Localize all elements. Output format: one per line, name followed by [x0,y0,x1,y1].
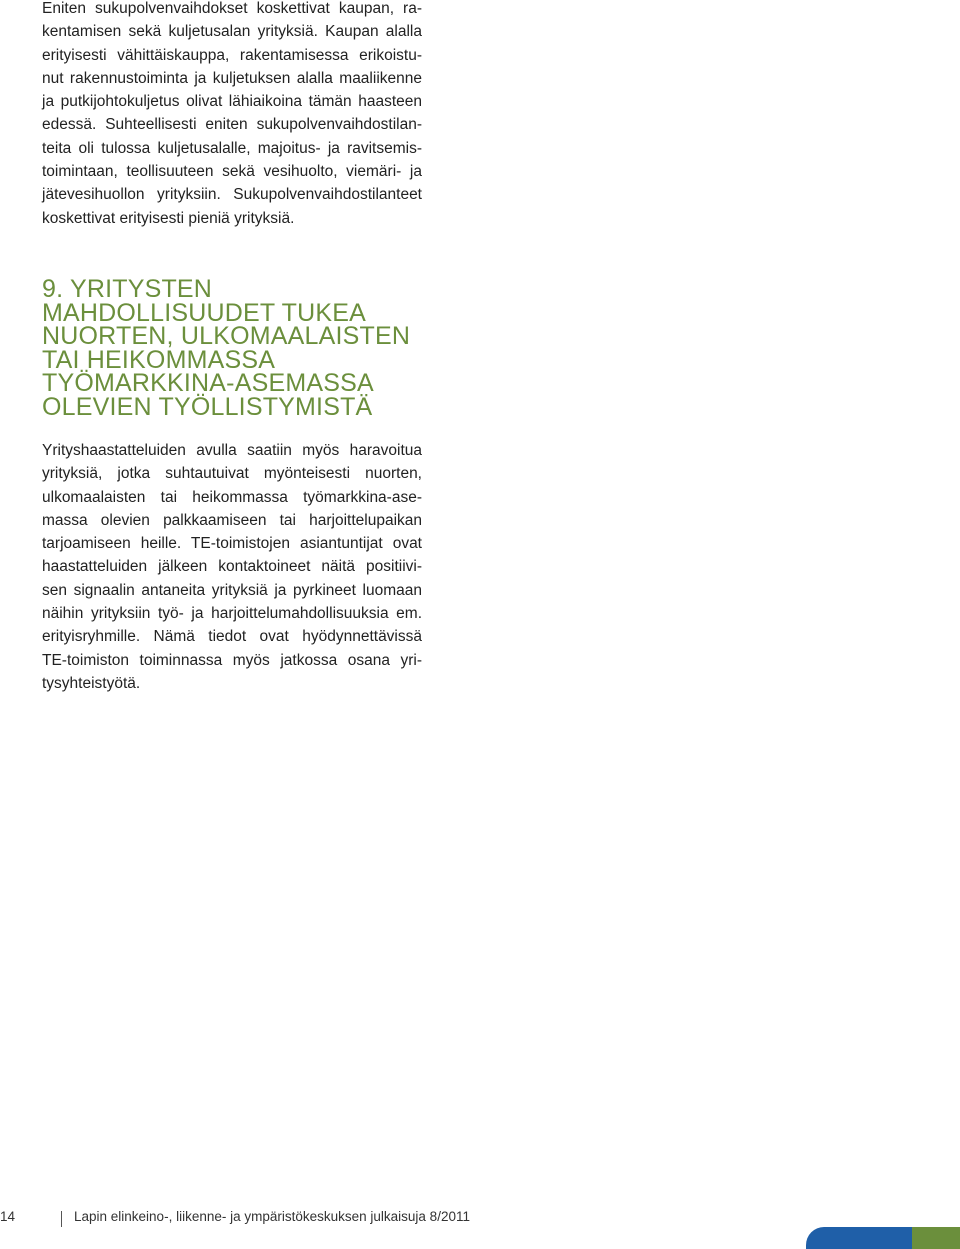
paragraph-line: tarjoamiseen heille. TE-toimistojen asiantuntijat ovat [42,535,422,553]
heading-line: MAHDOLLISUUDET TUKEA [42,298,366,327]
footer-green-band [912,1227,960,1249]
footer-blue-band [806,1227,912,1249]
paragraph-line: haastatteluiden jälkeen kontaktoineet näitä positiivi- [42,558,422,576]
body-paragraph-1 [42,0,422,230]
paragraph-line: sen signaalin antaneita yrityksiä ja pyrkineet luomaan [42,581,422,599]
paragraph-line: Eniten sukupolvenvaihdokset koskettivat kaupan, ra- [42,0,422,17]
heading-line: NUORTEN, ULKOMAALAISTEN [42,322,411,350]
section-heading [42,275,442,421]
paragraph-line: toimintaan, teollisuuteen sekä vesihuolto, viemäri- ja [42,163,422,181]
paragraph-line: erityisesti vähittäiskauppa, rakentamisessa erikoistu- [42,46,422,64]
paragraph-line: koskettivat erityisesti pieniä yrityksiä. [42,209,295,227]
heading-line: OLEVIEN TYÖLLISTYMISTÄ [42,392,373,421]
paragraph-line: ulkomaalaisten tai heikommassa työmarkkina-ase- [42,488,422,506]
paragraph-line: näihin yrityksiin työ- ja harjoittelumahdollisuuksia em. [42,605,422,623]
paragraph-line: massa olevien palkkaamiseen tai harjoittelupaikan [42,511,422,529]
heading-line: TYÖMARKKINA-ASEMASSA [42,369,374,397]
paragraph-line: jätevesihuollon yrityksiin. Sukupolvenvaihdostilanteet [42,186,422,204]
paragraph-line: TE-toimiston toiminnassa myös jatkossa osana yri- [42,651,422,669]
paragraph-line: teita oli tulossa kuljetusalalle, majoitus- ja ravitsemis- [42,139,422,157]
footer-divider [61,1211,62,1227]
paragraph-line: yrityksiä, jotka suhtautuivat myönteisesti nuorten, [42,465,422,483]
paragraph-line: tysyhteistyötä. [42,674,141,692]
paragraph-line: ja putkijohtokuljetus olivat lähiaikoina tämän haasteen [42,93,422,111]
paragraph-line: nut rakennustoiminta ja kuljetuksen alalla maaliikenne [42,69,422,87]
paragraph-line: kentamisen sekä kuljetusalan yrityksiä. Kaupan alalla [42,23,422,41]
heading-line: 9. YRITYSTEN [42,275,213,303]
heading-line: TAI HEIKOMMASSA [42,345,276,374]
paragraph-line: edessä. Suhteellisesti eniten sukupolvenvaihdostilan- [42,116,422,134]
publication-title: Lapin elinkeino-, liikenne- ja ympäristökeskuksen julkaisuja 8/2011 [74,1209,470,1224]
paragraph-line: Yrityshaastatteluiden avulla saatiin myös haravoitua [42,442,422,459]
body-paragraph-2 [42,439,422,695]
paragraph-line: erityisryhmille. Nämä tiedot ovat hyödynnettävissä [42,628,422,646]
page-number: 14 [0,1209,16,1224]
